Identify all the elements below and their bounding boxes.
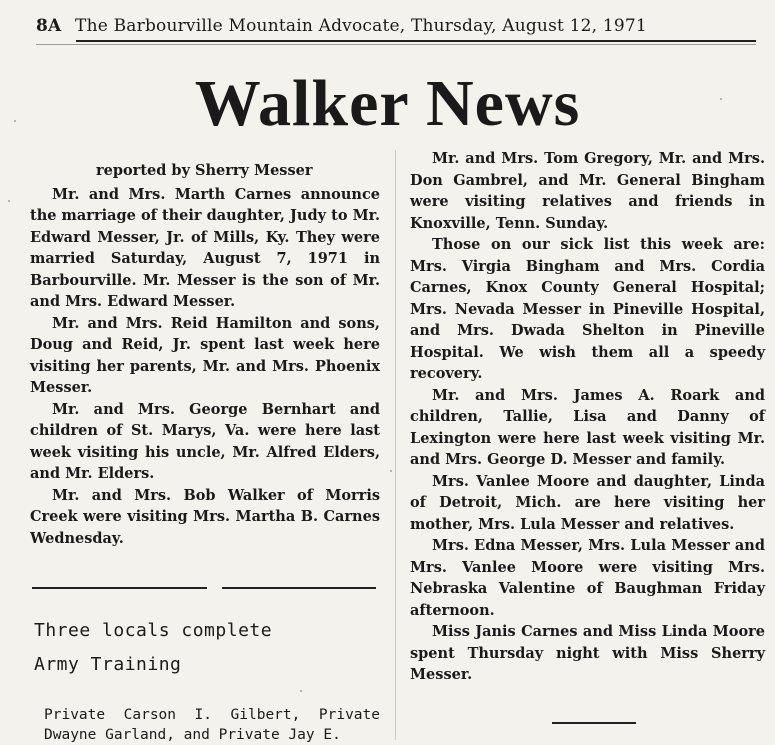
paragraph: Mrs. Edna Messer, Mrs. Lula Messer and Mrs. Vanlee Moore were visiting Mrs. Nebraska Valentine of Baughman Friday afternoon. bbox=[410, 537, 765, 619]
page-header bbox=[36, 16, 756, 36]
paragraph: Mr. and Mrs. Marth Carnes announce the marriage of their daughter, Judy to Mr. Edward Messer, Jr. of Mills, Ky. They were married Saturday, August 7, 1971 in Barbourville. Mr. Messer is the son of Mr. and Mrs. Edward Messer. bbox=[30, 185, 380, 310]
byline: reported by Sherry Messer bbox=[96, 162, 313, 179]
left-column bbox=[30, 160, 380, 549]
column-divider bbox=[395, 150, 396, 740]
header-rule bbox=[76, 40, 756, 42]
paragraph: Mr. and Mrs. Bob Walker of Morris Creek were visiting Mrs. Martha B. Carnes Wednesday. bbox=[30, 486, 380, 547]
section-rule bbox=[222, 587, 376, 589]
print-speck bbox=[300, 690, 302, 692]
header-rule-secondary bbox=[36, 44, 756, 45]
print-speck bbox=[8, 200, 10, 202]
paragraph: Mr. and Mrs. James A. Roark and children, Tallie, Lisa and Danny of Lexington were here last week visiting Mr. and Mrs. George D. Messer and family. bbox=[410, 386, 765, 468]
print-speck bbox=[390, 470, 392, 472]
paragraph: Mr. and Mrs. Tom Gregory, Mr. and Mrs. Don Gambrel, and Mr. General Bingham were visiting relatives and friends in Knoxville, Tenn. Sunday. bbox=[410, 150, 765, 232]
print-speck bbox=[720, 98, 722, 100]
paragraph: Miss Janis Carnes and Miss Linda Moore spent Thursday night with Miss Sherry Messer. bbox=[410, 623, 765, 683]
article-headline-line2: Army Training bbox=[34, 654, 182, 675]
article-body bbox=[44, 705, 380, 745]
print-speck bbox=[14, 120, 16, 122]
end-rule bbox=[552, 722, 636, 724]
paragraph: Mr. and Mrs. Reid Hamilton and sons, Doug and Reid, Jr. spent last week here visiting her parents, Mr. and Mrs. Phoenix Messer. bbox=[30, 314, 380, 396]
paragraph: Mr. and Mrs. George Bernhart and children of St. Marys, Va. were here last week visiting his uncle, Mr. Alfred Elders, and Mr. Elders. bbox=[30, 400, 380, 482]
page-number: 8A bbox=[36, 16, 62, 36]
article-headline: Three locals complete bbox=[34, 620, 273, 641]
section-rule bbox=[32, 587, 207, 589]
masthead-title: Walker News bbox=[194, 67, 581, 140]
paragraph: Those on our sick list this week are: Mrs. Virgia Bingham and Mrs. Cordia Carnes, Knox County General Hospital; Mrs. Nevada Messer in Pineville Hospital, and Mrs. Dwada Shelton in Pineville Hospital. We wish them all a speedy recovery. bbox=[410, 236, 765, 382]
right-column bbox=[410, 148, 765, 686]
article-first-line: Private Carson I. Gilbert, Private Dwayne Garland, and Private Jay E. bbox=[44, 707, 380, 743]
header-line-text: The Barbourville Mountain Advocate, Thursday, August 12, 1971 bbox=[75, 16, 647, 36]
paragraph: Mrs. Vanlee Moore and daughter, Linda of Detroit, Mich. are here visiting her mother, Mrs. Lula Messer and relatives. bbox=[410, 472, 765, 533]
